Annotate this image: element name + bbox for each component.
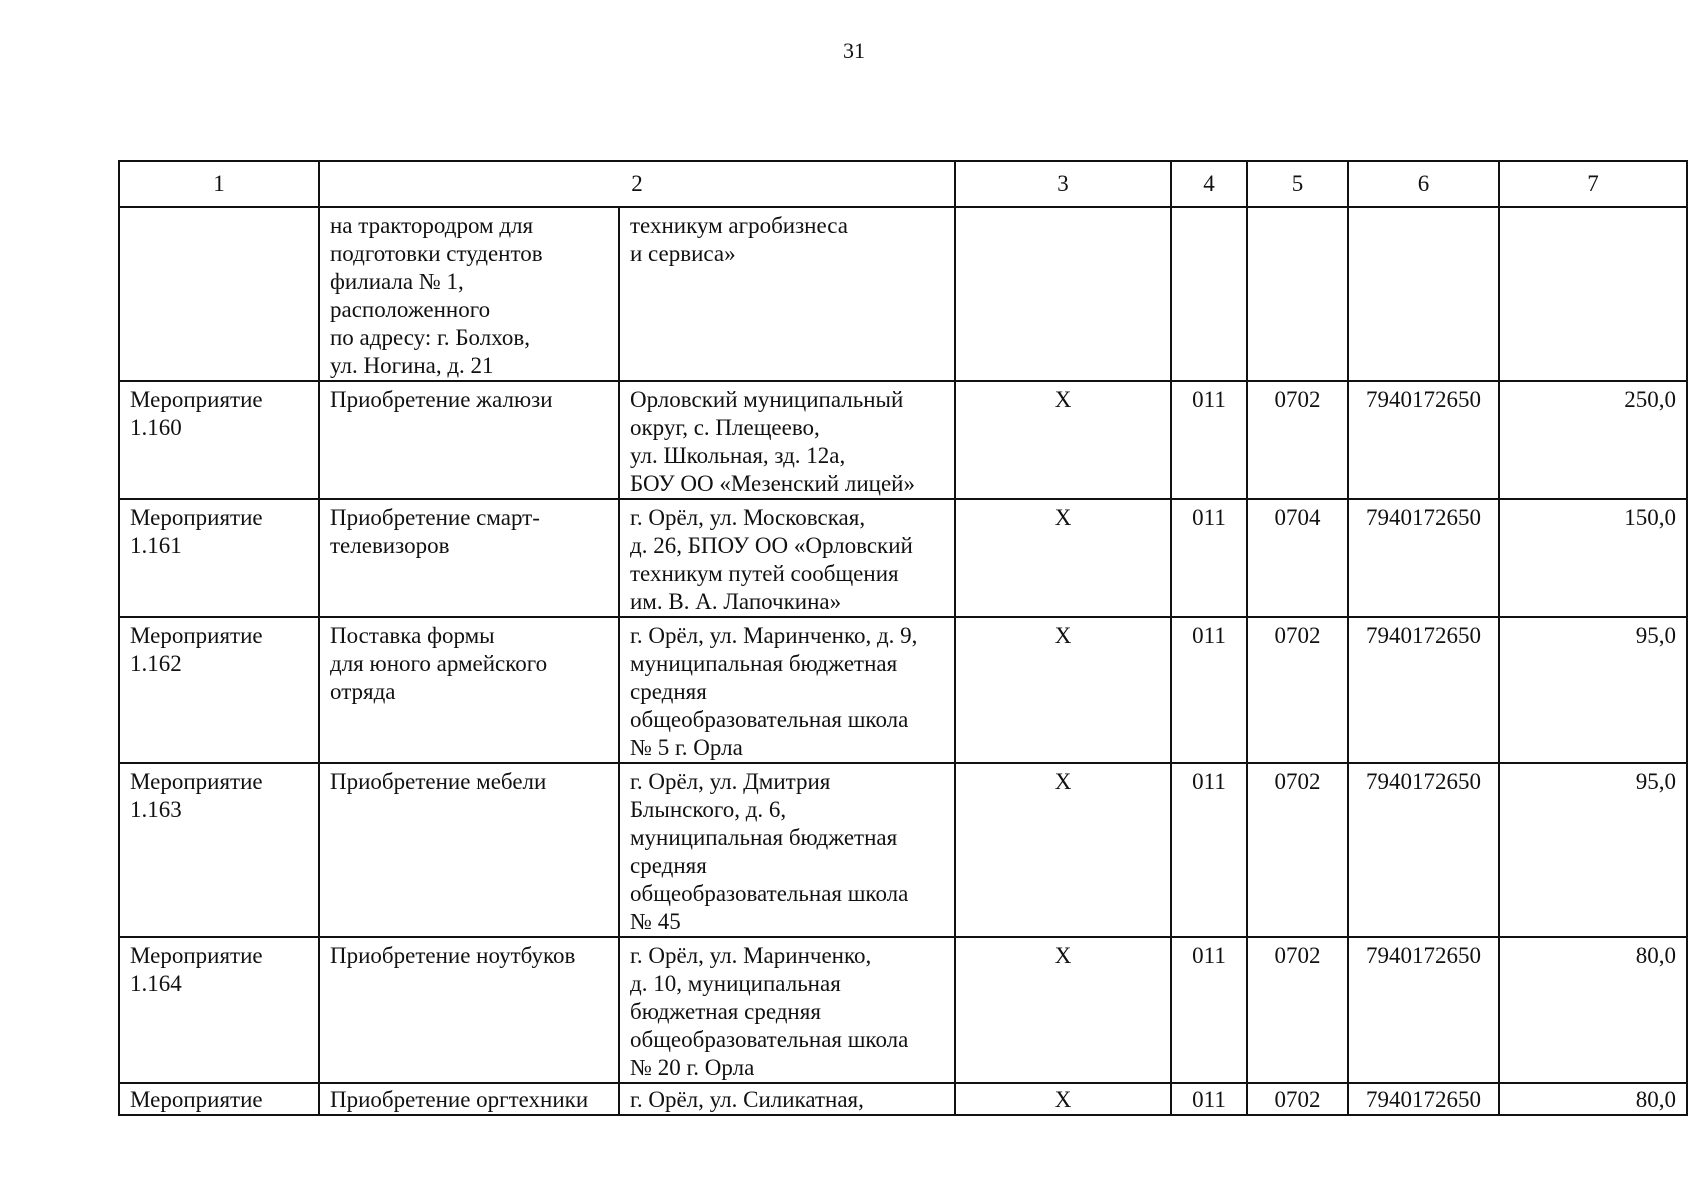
measure-cell: Мероприятие 1.163 [119,763,319,937]
col7-cell [1499,207,1687,381]
header-col-5: 5 [1247,161,1348,207]
col3-cell: Х [955,499,1171,617]
location-cell: техникум агробизнеса и сервиса» [619,207,955,381]
header-col-7: 7 [1499,161,1687,207]
action-cell: Поставка формы для юного армейского отряда [319,617,619,763]
action-cell: Приобретение мебели [319,763,619,937]
col3-cell: Х [955,763,1171,937]
location-cell: Орловский муниципальный округ, с. Плещеево, ул. Школьная, зд. 12а, БОУ ОО «Мезенский лицей» [619,381,955,499]
location-cell: г. Орёл, ул. Маринченко, д. 9, муниципальная бюджетная средняя общеобразовательная школа № 5 г. Орла [619,617,955,763]
col5-cell: 0702 [1247,381,1348,499]
measure-cell: Мероприятие 1.160 [119,381,319,499]
measures-table [118,160,1688,1116]
col3-cell: Х [955,381,1171,499]
measure-cell: Мероприятие 1.162 [119,617,319,763]
table-row [119,617,1687,763]
header-col-2: 2 [319,161,955,207]
action-cell: Приобретение жалюзи [319,381,619,499]
col4-cell [1171,207,1247,381]
col3-cell: Х [955,617,1171,763]
location-cell: г. Орёл, ул. Маринченко, д. 10, муниципальная бюджетная средняя общеобразовательная школа № 20 г. Орла [619,937,955,1083]
col6-cell: 7940172650 [1348,937,1499,1083]
measure-cell: Мероприятие 1.164 [119,937,319,1083]
col7-cell: 80,0 [1499,1083,1687,1115]
col3-cell [955,207,1171,381]
col6-cell: 7940172650 [1348,763,1499,937]
col4-cell: 011 [1171,937,1247,1083]
action-cell: Приобретение оргтехники [319,1083,619,1115]
table-row [119,207,1687,381]
col4-cell: 011 [1171,617,1247,763]
location-cell: г. Орёл, ул. Силикатная, [619,1083,955,1115]
col3-cell: Х [955,1083,1171,1115]
col5-cell [1247,207,1348,381]
header-col-3: 3 [955,161,1171,207]
col6-cell: 7940172650 [1348,499,1499,617]
col6-cell: 7940172650 [1348,1083,1499,1115]
action-cell: Приобретение смарт- телевизоров [319,499,619,617]
col4-cell: 011 [1171,1083,1247,1115]
col7-cell: 95,0 [1499,617,1687,763]
col4-cell: 011 [1171,763,1247,937]
col5-cell: 0702 [1247,763,1348,937]
col3-cell: Х [955,937,1171,1083]
col5-cell: 0702 [1247,1083,1348,1115]
col4-cell: 011 [1171,381,1247,499]
action-cell: Приобретение ноутбуков [319,937,619,1083]
location-cell: г. Орёл, ул. Дмитрия Блынского, д. 6, муниципальная бюджетная средняя общеобразовательная школа № 45 [619,763,955,937]
table-row [119,763,1687,937]
table-row [119,499,1687,617]
table-row [119,381,1687,499]
col7-cell: 80,0 [1499,937,1687,1083]
col7-cell: 150,0 [1499,499,1687,617]
col6-cell: 7940172650 [1348,381,1499,499]
col6-cell: 7940172650 [1348,617,1499,763]
header-row [119,161,1687,207]
col4-cell: 011 [1171,499,1247,617]
col5-cell: 0704 [1247,499,1348,617]
location-cell: г. Орёл, ул. Московская, д. 26, БПОУ ОО «Орловский техникум путей сообщения им. В. А. Лапочкина» [619,499,955,617]
measure-cell [119,207,319,381]
col7-cell: 95,0 [1499,763,1687,937]
header-col-1: 1 [119,161,319,207]
page-number: 31 [843,38,865,63]
col5-cell: 0702 [1247,617,1348,763]
header-col-6: 6 [1348,161,1499,207]
col5-cell: 0702 [1247,937,1348,1083]
measure-cell: Мероприятие [119,1083,319,1115]
col7-cell: 250,0 [1499,381,1687,499]
measure-cell: Мероприятие 1.161 [119,499,319,617]
table-row [119,937,1687,1083]
col6-cell [1348,207,1499,381]
action-cell: на трактородром для подготовки студентов филиала № 1, расположенного по адресу: г. Болхов, ул. Ногина, д. 21 [319,207,619,381]
header-col-4: 4 [1171,161,1247,207]
table-row [119,1083,1687,1115]
